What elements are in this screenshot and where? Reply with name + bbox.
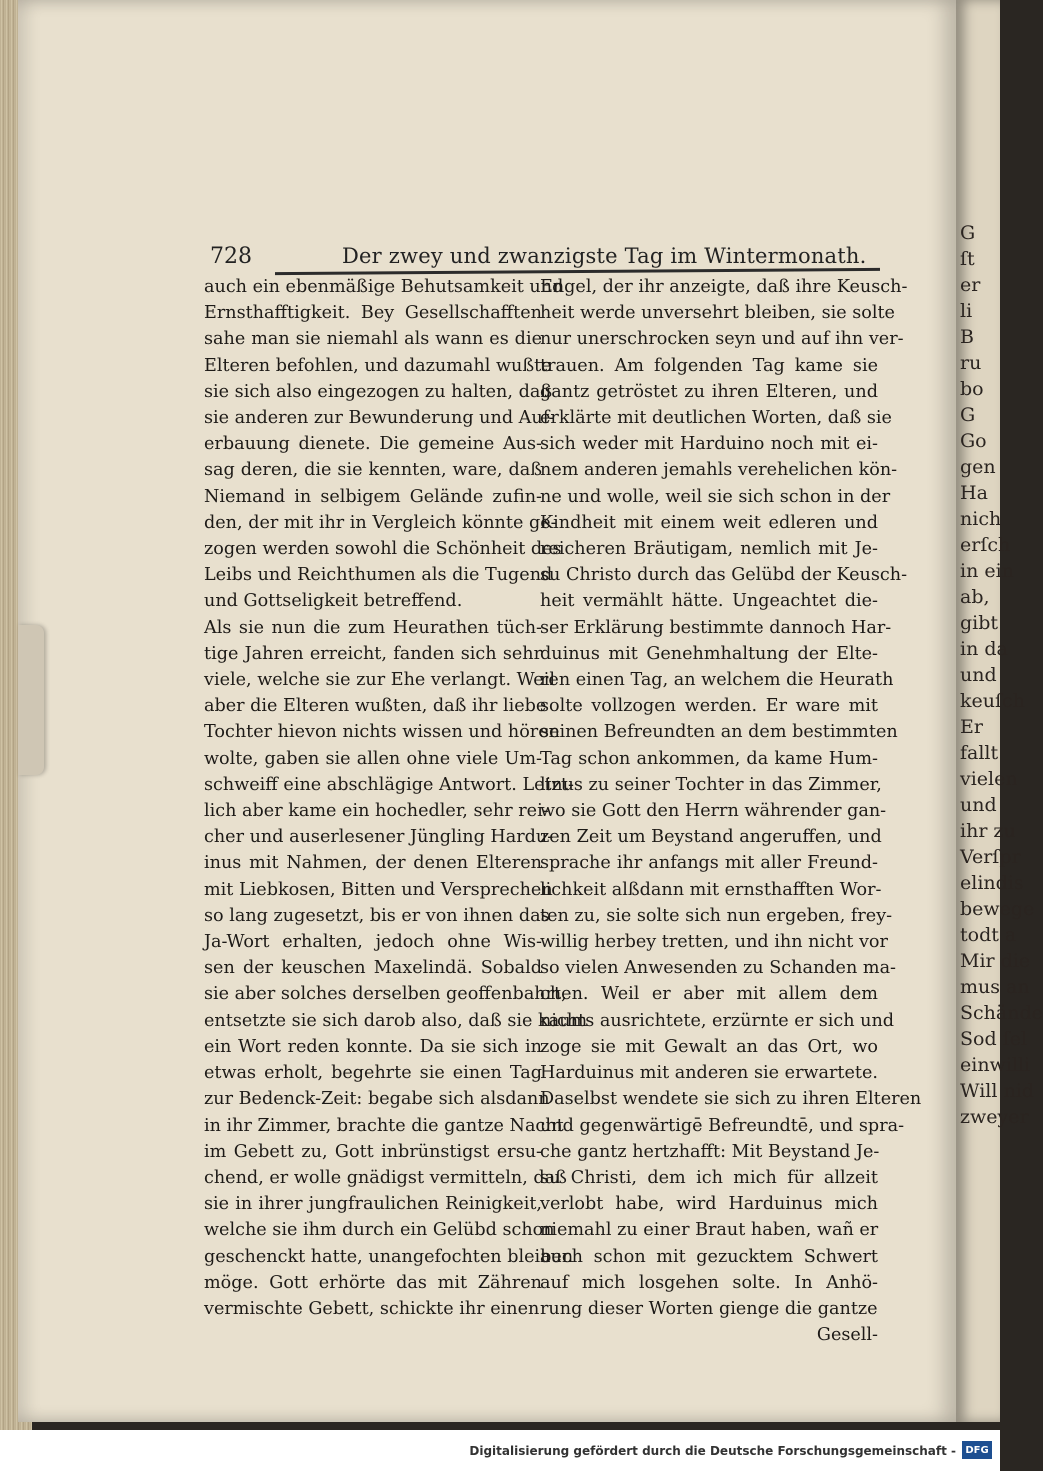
text-line: tige Jahren erreicht, fanden sich sehr	[204, 643, 542, 664]
text-line: möge. Gott erhörte das mit Zähren	[204, 1272, 542, 1293]
text-line: sprache ihr anfangs mit aller Freund-	[540, 853, 878, 874]
facing-page-text: G	[960, 222, 976, 244]
facing-page-text: Sod ſel	[960, 1028, 1028, 1050]
text-line: inus mit Nahmen, der denen Elteren	[204, 853, 542, 874]
text-line: niemahl zu einer Braut haben, wañ er	[540, 1220, 879, 1241]
facing-page-text: Er	[960, 716, 983, 738]
text-line: zogen werden sowohl die Schönheit des	[204, 539, 562, 560]
text-line: auch ein ebenmäßige Behutsamkeit und	[204, 277, 564, 297]
text-line: zen Zeit um Beystand angeruffen, und	[540, 827, 882, 848]
text-line: geschenckt hatte, unangefochten bleiben	[204, 1246, 574, 1267]
text-line: sahe man sie niemahl als wann es die	[204, 329, 542, 350]
text-line: ten zu, sie solte sich nun ergeben, frey-	[540, 905, 893, 926]
text-line: heit werde unversehrt bleiben, sie solte	[540, 303, 895, 324]
text-line: su Christi, dem ich mich für allzeit	[540, 1167, 878, 1188]
text-line: lich aber kame ein hochedler, sehr rei-	[204, 801, 549, 822]
facing-page-text: in ein	[960, 560, 1014, 582]
facing-page-text: mus an	[960, 976, 1030, 998]
text-line: wo sie Gott den Herrn währender gan-	[540, 801, 887, 822]
text-line: den, der mit ihr in Vergleich könnte ge-	[204, 512, 557, 533]
facing-page-text: elindis	[960, 872, 1024, 894]
facing-page-text: Schände	[960, 1002, 1043, 1024]
text-line: chen. Weil er aber mit allem dem	[540, 984, 878, 1005]
facing-page-text: todt a	[960, 924, 1017, 946]
text-line: Harduinus mit anderen sie erwartete.	[540, 1063, 878, 1084]
text-line: linus zu seiner Tochter in das Zimmer,	[540, 774, 882, 795]
text-line: so vielen Anwesenden zu Schanden ma-	[540, 958, 896, 979]
facing-page-text: li	[960, 300, 973, 322]
facing-page-text: B	[960, 326, 974, 348]
facing-page-text: ihr zu	[960, 820, 1016, 842]
footer-credit: Digitalisierung gefördert durch die Deutsche Forschungsgemeinschaft -	[469, 1444, 956, 1458]
facing-page-text: Mir die	[960, 950, 1031, 972]
facing-page-text: vielen	[960, 768, 1018, 790]
text-line: in ihr Zimmer, brachte die gantze Nacht	[204, 1115, 564, 1136]
text-line: sen der keuschen Maxelindä. Sobald	[204, 958, 542, 979]
text-line: im Gebett zu, Gott inbrünstigst ersu-	[204, 1141, 542, 1162]
text-line: duinus mit Genehmhaltung der Elte-	[540, 643, 878, 664]
facing-page-text: fallt	[960, 742, 999, 764]
text-line: gantz getröstet zu ihren Elteren, und	[540, 381, 878, 402]
text-line: nichts ausrichtete, erzürnte er sich und	[540, 1010, 895, 1031]
running-head: Der zwey und zwanzigste Tag im Wintermonath.	[342, 244, 867, 268]
text-line: solte vollzogen werden. Er ware mit	[540, 696, 878, 717]
facing-page-text: Verſpr	[960, 846, 1021, 868]
text-line: und Gottseligkeit betreffend.	[204, 591, 463, 612]
facing-page-text: G	[960, 404, 976, 426]
text-line: sie in ihrer jungfraulichen Reinigkeit,	[204, 1194, 542, 1215]
text-line: Tochter hievon nichts wissen und hören	[204, 722, 560, 743]
text-line: sie sich also eingezogen zu halten, daß	[204, 381, 553, 402]
facing-page-text: keuſch	[960, 690, 1025, 712]
text-line: nem anderen jemahls verehelichen kön-	[540, 460, 898, 481]
text-line: welche sie ihm durch ein Gelübd schon	[204, 1220, 555, 1241]
text-line: rung dieser Worten gienge die gantze	[540, 1298, 878, 1319]
facing-page-text: Will nid	[960, 1080, 1034, 1102]
facing-page-text: und	[960, 664, 997, 686]
text-line: erbauung dienete. Die gemeine Aus-	[204, 434, 542, 455]
facing-page-text: bo	[960, 378, 984, 400]
text-line: willig herbey tretten, und ihn nicht vor	[540, 932, 888, 953]
text-line: Leibs und Reichthumen als die Tugend	[204, 565, 553, 586]
facing-page-text: und	[960, 794, 997, 816]
text-line: Ernsthafftigkeit. Bey Gesellschafften	[204, 303, 542, 324]
text-line: chend, er wolle gnädigst vermitteln, daß	[204, 1167, 567, 1188]
text-line: Niemand in selbigem Gelände zufin-	[204, 486, 542, 507]
text-line: ren einen Tag, an welchem die Heurath	[540, 670, 894, 691]
right-text-column	[540, 274, 922, 1348]
facing-page-text: zweyer	[960, 1106, 1029, 1128]
text-line: vermischte Gebett, schickte ihr einen	[204, 1298, 540, 1319]
facing-page-text: ru	[960, 352, 982, 374]
facing-page-text: erſch	[960, 534, 1011, 556]
facing-page-text: gibt	[960, 612, 999, 634]
text-line: Ja-Wort erhalten, jedoch ohne Wis-	[204, 932, 542, 953]
text-line: aber die Elteren wußten, daß ihr liebe	[204, 696, 547, 717]
text-line: cher und auserlesener Jüngling Hardu-	[204, 827, 554, 848]
facing-page-text: ab,	[960, 586, 990, 608]
page-number: 728	[210, 244, 252, 269]
text-line: lichkeit alßdann mit ernsthafften Wor-	[540, 879, 882, 900]
text-line: verlobt habe, wird Harduinus mich	[540, 1194, 878, 1215]
text-line: zur Bedenck-Zeit: begabe sich alsdann	[204, 1089, 550, 1110]
text-line: und gegenwärtigē Befreundtē, und spra-	[540, 1115, 905, 1136]
facing-page-text: Ha	[960, 482, 988, 504]
facing-page-text: er	[960, 274, 981, 296]
text-line: heit vermählt hätte. Ungeachtet die-	[540, 591, 878, 612]
text-line: trauen. Am folgenden Tag kame sie	[540, 355, 878, 376]
facing-page-text: gen	[960, 456, 996, 478]
left-text-column	[204, 274, 588, 1322]
text-line: ne und wolle, weil sie sich schon in der	[540, 486, 891, 507]
text-line: ser Erklärung bestimmte dannoch Har-	[540, 617, 892, 638]
facing-page-text: ſt	[960, 248, 975, 270]
facing-page-fragment	[956, 0, 1043, 1422]
text-line: Engel, der ihr anzeigte, daß ihre Keusch-	[540, 277, 908, 297]
text-line: su Christo durch das Gelübd der Keusch-	[540, 565, 908, 586]
text-line: Daselbst wendete sie sich zu ihren Elteren	[540, 1089, 922, 1110]
text-line: sag deren, die sie kennten, ware, daß	[204, 460, 542, 481]
footer-bar	[0, 1430, 1000, 1471]
page-clip	[18, 625, 44, 775]
text-line: ein Wort reden konnte. Da sie sich in	[204, 1036, 542, 1057]
dfg-logo: DFG	[962, 1441, 992, 1459]
facing-page-text: einwilli	[960, 1054, 1031, 1076]
facing-page-text: in da	[960, 638, 1008, 660]
catchword: Gesell-	[816, 1325, 878, 1346]
text-line: Elteren befohlen, und dazumahl wußte	[204, 355, 552, 376]
facing-page-text: bewege	[960, 898, 1035, 920]
text-line: sie anderen zur Bewunderung und Auf-	[204, 408, 555, 429]
text-line: reicheren Bräutigam, nemlich mit Je-	[540, 539, 878, 560]
text-line: viele, welche sie zur Ehe verlangt. Weil	[204, 670, 555, 691]
text-line: Tag schon ankommen, da kame Hum-	[540, 748, 878, 769]
text-line: entsetzte sie sich darob also, daß sie kaum	[204, 1010, 588, 1031]
text-line: so lang zugesetzt, bis er von ihnen das	[204, 905, 550, 926]
text-line: nur unerschrocken seyn und auf ihn ver-	[540, 329, 904, 350]
text-line: erklärte mit deutlichen Worten, daß sie	[540, 408, 892, 429]
facing-page-text: nich	[960, 508, 1002, 530]
text-line: zoge sie mit Gewalt an das Ort, wo	[540, 1036, 878, 1057]
text-line: etwas erholt, begehrte sie einen Tag	[204, 1063, 542, 1084]
text-line: seinen Befreundten an dem bestimmten	[540, 722, 898, 743]
text-line: che gantz hertzhafft: Mit Beystand Je-	[540, 1141, 880, 1162]
text-line: mit Liebkosen, Bitten und Versprechen	[204, 879, 553, 900]
text-line: schweiff eine abschlägige Antwort. Letzt-	[204, 774, 574, 795]
text-line: Als sie nun die zum Heurathen tüch-	[204, 617, 542, 638]
text-line: wolte, gaben sie allen ohne viele Um-	[204, 748, 542, 769]
text-line: auch schon mit gezucktem Schwert	[540, 1246, 878, 1267]
text-line: auf mich losgehen solte. In Anhö-	[540, 1272, 878, 1293]
text-line: sie aber solches derselben geoffenbahrt,	[204, 984, 567, 1005]
text-line: sich weder mit Harduino noch mit ei-	[540, 434, 878, 455]
text-line: Kindheit mit einem weit edleren und	[540, 512, 878, 533]
facing-page-text: Go	[960, 430, 987, 452]
